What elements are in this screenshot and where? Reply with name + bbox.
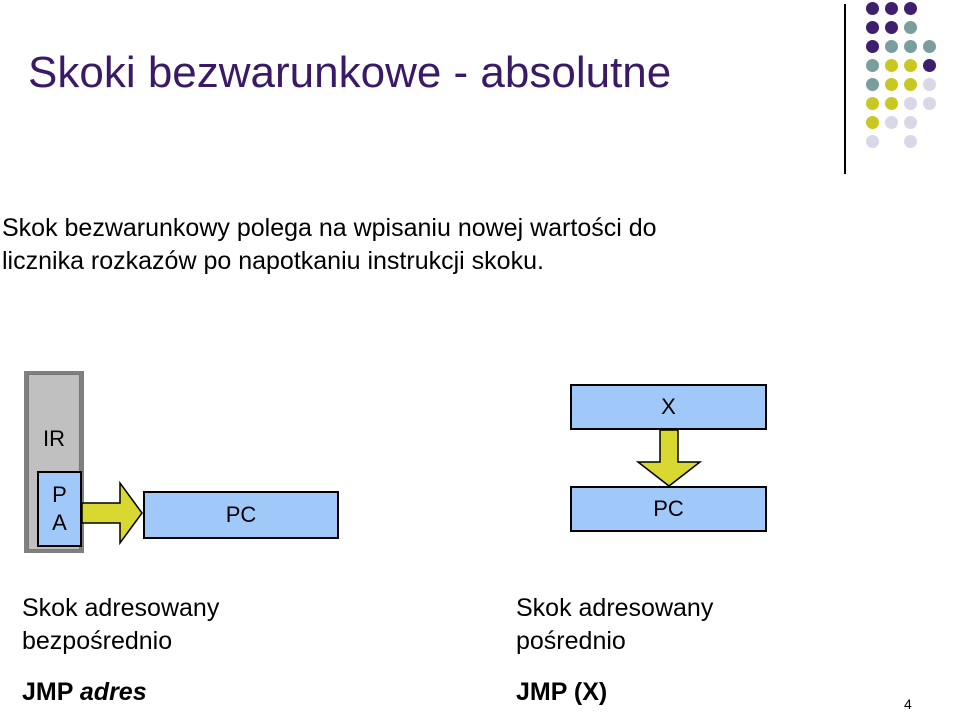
decor-dot [923,97,936,110]
decor-dot [866,59,879,72]
decor-dot [904,59,917,72]
decor-dot [866,40,879,53]
address-field [37,471,82,547]
right-arrow-icon [82,481,144,545]
decor-dot [923,78,936,91]
down-arrow-icon [636,430,702,488]
page-number: 4 [904,696,912,712]
decor-dot [885,2,898,15]
decor-dot [866,21,879,34]
decor-dot [923,40,936,53]
direct-caption-line-1: Skok adresowany [22,594,220,622]
decor-dot [866,116,879,129]
decor-dot [885,21,898,34]
indirect-address-box [570,384,767,430]
decor-dot [866,135,879,148]
decor-dot [885,78,898,91]
direct-jump-instruction [22,678,147,707]
address-field-line-1: P [52,482,67,507]
decorative-dot-grid [864,0,960,160]
intro-line-1: Skok bezwarunkowy polega na wpisaniu nowej wartości do [2,214,657,242]
indirect-caption-line-1: Skok adresowany [516,594,714,622]
program-counter-label: PC [225,502,257,527]
program-counter-box-indirect [570,486,767,532]
direct-jump-mnemonic: JMP [22,678,73,706]
decor-dot [866,97,879,110]
direct-jump-caption [22,592,219,658]
decor-dot [885,40,898,53]
decor-dot [904,97,917,110]
decor-dot [904,135,917,148]
direct-jump-operand: adres [79,678,147,706]
decor-dot [885,97,898,110]
title-divider [844,4,846,174]
decor-dot [904,21,917,34]
program-counter-label-indirect: PC [653,496,684,521]
intro-paragraph [2,212,842,278]
decor-dot [866,78,879,91]
indirect-address-label: X [661,394,676,419]
ir-label: IR [43,426,65,451]
decor-dot [904,116,917,129]
decor-dot [904,40,917,53]
slide-title: Skoki bezwarunkowe - absolutne [28,48,672,97]
decor-dot [923,59,936,72]
address-field-line-2: A [52,510,67,535]
decor-dot [885,116,898,129]
intro-line-2: licznika rozkazów po napotkaniu instrukcji skoku. [2,247,544,275]
direct-caption-line-2: bezpośrednio [22,627,173,655]
decor-dot [904,2,917,15]
decor-dot [866,2,879,15]
decor-dot [885,59,898,72]
program-counter-box [143,491,339,539]
decor-dot [904,78,917,91]
indirect-caption-line-2: pośrednio [516,627,626,655]
indirect-jump-instruction: JMP (X) [516,678,608,706]
indirect-jump-caption [516,592,713,658]
